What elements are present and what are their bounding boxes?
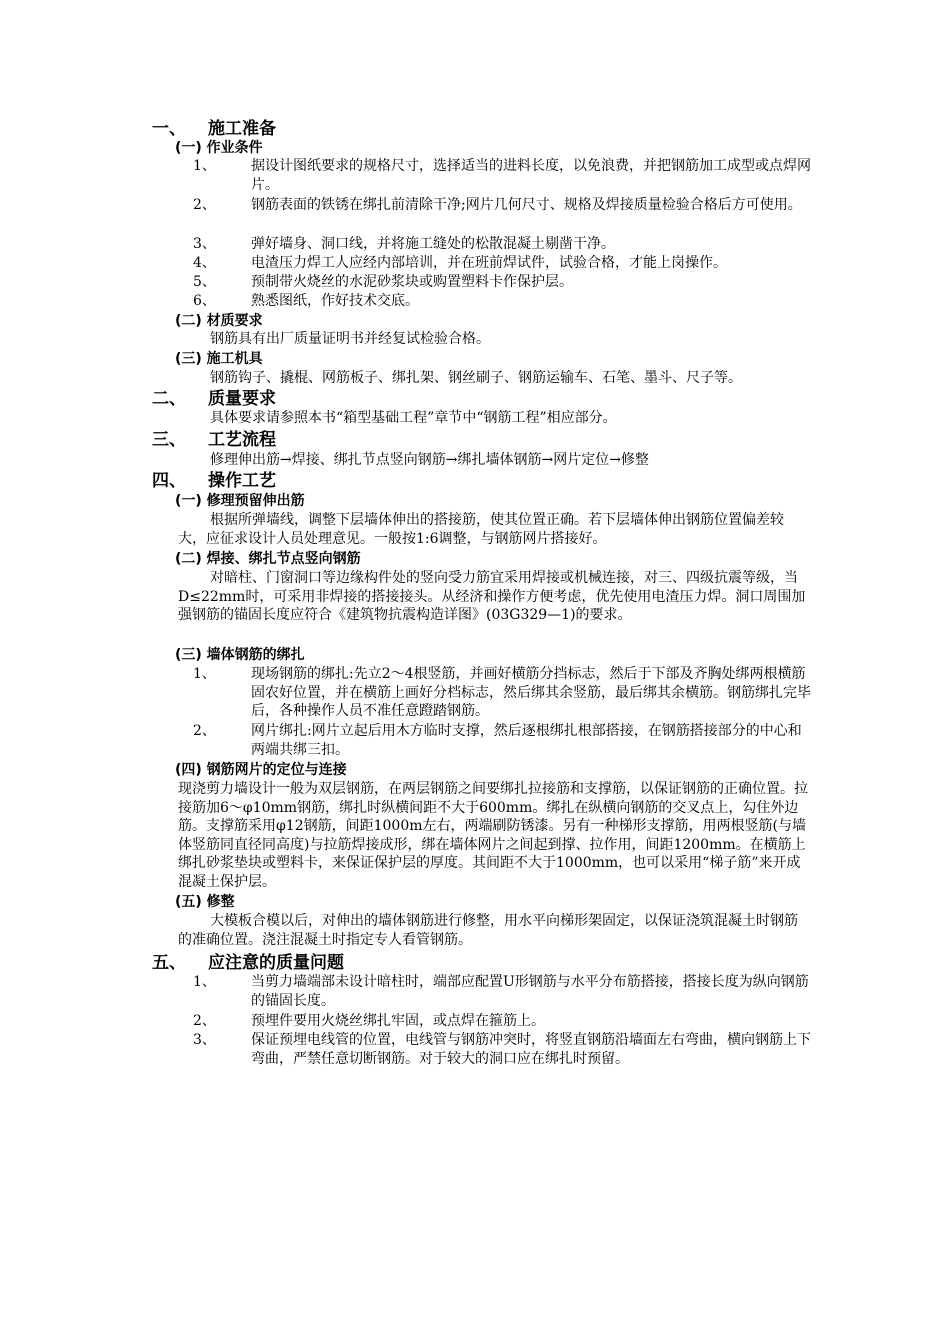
subsection-heading: (四) 钢筋网片的定位与连接 <box>175 762 347 778</box>
list-text: 网片绑扎:网片立起后用木方临时支撑，然后逐根绑扎根部搭接，在钢筋搭接部分的中心和两端共绑三扣。 <box>251 723 802 758</box>
list-number: 6、 <box>193 293 216 309</box>
list-text: 保证预埋电线管的位置，电线管与钢筋冲突时，将竖直钢筋沿墙面左右弯曲，横向钢筋上下弯曲，严禁任意切断钢筋。对于较大的洞口应在绑扎时预留。 <box>251 1032 811 1067</box>
section-title: 工艺流程 <box>208 430 276 450</box>
subsection-heading: (一) 作业条件 <box>175 140 263 156</box>
paragraph: 具体要求请参照本书“箱型基础工程”章节中“钢筋工程”相应部分。 <box>210 410 617 426</box>
section-title: 质量要求 <box>208 389 276 409</box>
list-number: 2、 <box>193 723 216 739</box>
subsection-heading: (三) 墙体钢筋的绑扎 <box>175 647 305 663</box>
list-number: 5、 <box>193 274 216 290</box>
list-text: 预制带火烧丝的水泥砂浆块或购置塑料卡作保护层。 <box>251 274 573 290</box>
section-title: 应注意的质量问题 <box>208 953 344 973</box>
list-number: 2、 <box>193 197 216 213</box>
list-number: 1、 <box>193 158 216 174</box>
section-title: 操作工艺 <box>208 471 276 491</box>
section-heading-4 <box>152 471 276 491</box>
subsection-heading: (五) 修整 <box>175 894 235 910</box>
section-number: 一、 <box>152 119 186 139</box>
section-number: 四、 <box>152 471 186 491</box>
paragraph: 大模板合模以后，对伸出的墙体钢筋进行修整，用水平向梯形架固定，以保证浇筑混凝土时钢筋的准确位置。浇注混凝土时指定专人看管钢筋。 <box>178 913 798 948</box>
section-number: 五、 <box>152 953 186 973</box>
subsection-heading: (一) 修理预留伸出筋 <box>175 493 305 509</box>
paragraph: 现浇剪力墙设计一般为双层钢筋，在两层钢筋之间要绑扎拉接筋和支撑筋，以保证钢筋的正确位置。拉接筋加6～φ10mm钢筋，绑扎时纵横间距不大于600mm。绑扎在纵横向钢筋的交叉点上，勾住外边筋。支撑筋采用φ12钢筋，间距1000m左右，两端刷防锈漆。另有一种梯形支撑筋，用两根竖筋(与墙体竖筋同直径同高度)与拉筋焊接成形，绑在墙体网片之间起到撑、拉作用，间距1200mm。在横筋上绑扎砂浆垫块或塑料卡，来保证保护层的厚度。其间距不大于1000mm，也可以采用“梯子筋”来开成混凝土保护层。 <box>178 781 808 890</box>
list-text: 预埋件要用火烧丝绑扎牢固，或点焊在箍筋上。 <box>251 1013 545 1029</box>
list-text: 据设计图纸要求的规格尺寸，选择适当的进料长度，以免浪费，并把钢筋加工成型或点焊网片。 <box>251 158 811 193</box>
paragraph: 根据所弹墙线，调整下层墙体伸出的搭接筋，使其位置正确。若下层墙体伸出钢筋位置偏差较大，应征求设计人员处理意见。一般按1:6调整，与钢筋网片搭接好。 <box>178 512 784 547</box>
list-number: 4、 <box>193 255 216 271</box>
list-number: 1、 <box>193 666 216 682</box>
paragraph: 钢筋具有出厂质量证明书并经复试检验合格。 <box>210 331 490 347</box>
subsection-heading: (三) 施工机具 <box>175 351 263 367</box>
list-text: 熟悉图纸，作好技术交底。 <box>251 293 419 309</box>
subsection-heading: (二) 材质要求 <box>175 313 263 329</box>
section-heading-2 <box>152 389 276 409</box>
section-heading-1 <box>152 119 276 139</box>
list-text: 现场钢筋的绑扎:先立2～4根竖筋，并画好横筋分挡标志，然后于下部及齐胸处绑两根横筋固农好位置，并在横筋上画好分档标志，然后绑其余竖筋，最后绑其余横筋。钢筋绑扎完毕后，各种操作人员不准任意蹬踏钢筋。 <box>251 666 811 719</box>
list-text: 当剪力墙端部未设计暗柱时，端部应配置U形钢筋与水平分布筋搭接，搭接长度为纵向钢筋的锚固长度。 <box>251 974 809 1009</box>
list-text: 钢筋表面的铁锈在绑扎前清除干净;网片几何尺寸、规格及焊接质量检验合格后方可使用。 <box>251 197 802 213</box>
section-heading-5 <box>152 953 344 973</box>
list-number: 2、 <box>193 1013 216 1029</box>
section-number: 二、 <box>152 389 186 409</box>
paragraph: 钢筋钩子、撬棍、网筋板子、绑扎架、钢丝刷子、钢筋运输车、石笔、墨斗、尺子等。 <box>210 370 742 386</box>
list-text: 弹好墙身、洞口线，并将施工缝处的松散混凝土剔凿干净。 <box>251 236 615 252</box>
subsection-heading: (二) 焊接、绑扎节点竖向钢筋 <box>175 551 361 567</box>
section-heading-3 <box>152 430 276 450</box>
list-number: 3、 <box>193 1032 216 1048</box>
list-number: 3、 <box>193 236 216 252</box>
paragraph: 修理伸出筋→焊接、绑扎节点竖向钢筋→绑扎墙体钢筋→网片定位→修整 <box>210 452 649 468</box>
section-number: 三、 <box>152 430 186 450</box>
paragraph: 对暗柱、门窗洞口等边缘构件处的竖向受力筋宜采用焊接或机械连接，对三、四级抗震等级，当D≤22mm时，可采用非焊接的搭接接头。从经济和操作方便考虑，优先使用电渣压力焊。洞口周围加强钢筋的锚固长度应符合《建筑物抗震构造详图》(03G329—1)的要求。 <box>178 570 806 623</box>
list-number: 1、 <box>193 974 216 990</box>
section-title: 施工准备 <box>208 119 276 139</box>
list-text: 电渣压力焊工人应经内部培训，并在班前焊试件，试验合格，才能上岗操作。 <box>251 255 727 271</box>
